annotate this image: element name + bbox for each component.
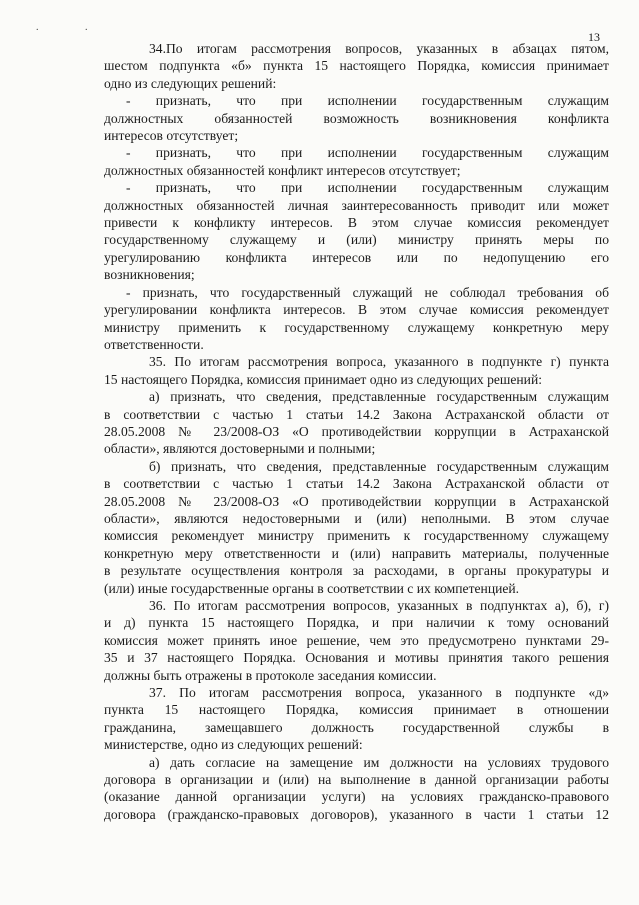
text-line: договора (гражданско-правовых договоров), указанного в части 1 статьи 12 xyxy=(104,806,609,822)
text-line: а) признать, что сведения, представленные государственным служащим xyxy=(149,389,609,405)
text-line: должностных обязанностей личная заинтересованность приводит или может xyxy=(104,197,609,213)
text-line: области», являются достоверными и полными; xyxy=(104,441,376,457)
text-line: в результате осуществления контроля за расходами, в органы прокуратуры и xyxy=(104,563,609,579)
text-line: 28.05.2008 № 23/2008-ОЗ «О противодействии коррупции в Астраханской xyxy=(104,423,609,439)
text-line: 34.По итогам рассмотрения вопросов, указанных в абзацах пятом, xyxy=(149,41,609,56)
text-line: должностных обязанностей возможность возникновения конфликта xyxy=(104,110,609,126)
text-line: должностных обязанностей конфликт интересов отсутствует; xyxy=(104,162,461,178)
text-line: пункта 15 настоящего Порядка, комиссия принимает в отношении xyxy=(104,702,609,718)
text-line: ответственности. xyxy=(104,336,204,352)
text-line: 35 и 37 настоящего Порядка. Основания и мотивы принятия такого решения xyxy=(104,650,609,666)
text-line: одно из следующих решений: xyxy=(104,75,277,91)
text-line: возникновения; xyxy=(104,267,195,283)
scan-marks: . . xyxy=(36,22,110,33)
text-line: а) дать согласие на замещение им должности на условиях трудового xyxy=(149,754,609,770)
text-line: - признать, что при исполнении государственным служащим xyxy=(126,180,609,196)
text-line: в соответствии с частью 1 статьи 14.2 Закона Астраханской области от xyxy=(104,476,609,492)
text-line: интересов отсутствует; xyxy=(104,128,239,144)
text-line: 15 настоящего Порядка, комиссия принимает одно из следующих решений: xyxy=(104,371,543,387)
document-body xyxy=(104,40,609,823)
text-line: министру применить к государственному служащему конкретную меру xyxy=(104,319,609,335)
text-line: урегулировании конфликта интересов. В этом случае комиссия рекомендует xyxy=(104,302,609,318)
text-line: государственному служащему и (или) министру принять меры по xyxy=(104,232,609,248)
text-line: 35. По итогам рассмотрения вопроса, указанного в подпункте г) пункта xyxy=(149,354,609,370)
text-line: б) признать, что сведения, представленные государственным служащим xyxy=(149,458,609,474)
text-line: 28.05.2008 № 23/2008-ОЗ «О противодействии коррупции в Астраханской xyxy=(104,493,609,509)
text-line: конкретную меру ответственности и (или) направить материалы, полученные xyxy=(104,545,609,561)
text-line: гражданина, замещавшего должность государственной службы в xyxy=(104,719,609,735)
text-line: в соответствии с частью 1 статьи 14.2 Закона Астраханской области от xyxy=(104,406,609,422)
text-line: - признать, что при исполнении государственным служащим xyxy=(126,93,609,109)
text-line: министерстве, одно из следующих решений: xyxy=(104,737,363,753)
text-line: урегулированию конфликта интересов или по недопущению его xyxy=(104,249,609,265)
text-line: привести к конфликту интересов. В этом случае комиссия рекомендует xyxy=(104,215,609,231)
text-line: комиссия может принять иное решение, чем это предусмотрено пунктами 29- xyxy=(104,632,609,648)
text-line: договора в организации и (или) на выполнение в данной организации работы xyxy=(104,772,609,788)
text-line: 36. По итогам рассмотрения вопросов, указанных в подпунктах а), б), г) xyxy=(149,598,609,613)
text-line: - признать, что государственный служащий не соблюдал требования об xyxy=(126,284,609,300)
text-line: - признать, что при исполнении государственным служащим xyxy=(126,145,609,161)
text-line: шестом подпункта «б» пункта 15 настоящего Порядка, комиссия принимает xyxy=(104,58,609,74)
page-number: 13 xyxy=(588,30,600,44)
text-line: комиссия рекомендует министру применить к государственному служащему xyxy=(104,528,609,544)
text-line: (оказание данной организации услуги) на условиях гражданско-правового xyxy=(104,789,609,805)
text-line: и д) пункта 15 настоящего Порядка, и при наличии к тому оснований xyxy=(104,615,609,631)
text-line: 37. По итогам рассмотрения вопроса, указанного в подпункте «д» xyxy=(149,685,609,701)
text-line: должны быть отражены в протоколе заседания комиссии. xyxy=(104,667,437,683)
text-line: области», являются недостоверными и (или) неполными. В этом случае xyxy=(104,510,609,526)
text-line: (или) иные государственные органы в соответствии с их компетенцией. xyxy=(104,580,520,596)
